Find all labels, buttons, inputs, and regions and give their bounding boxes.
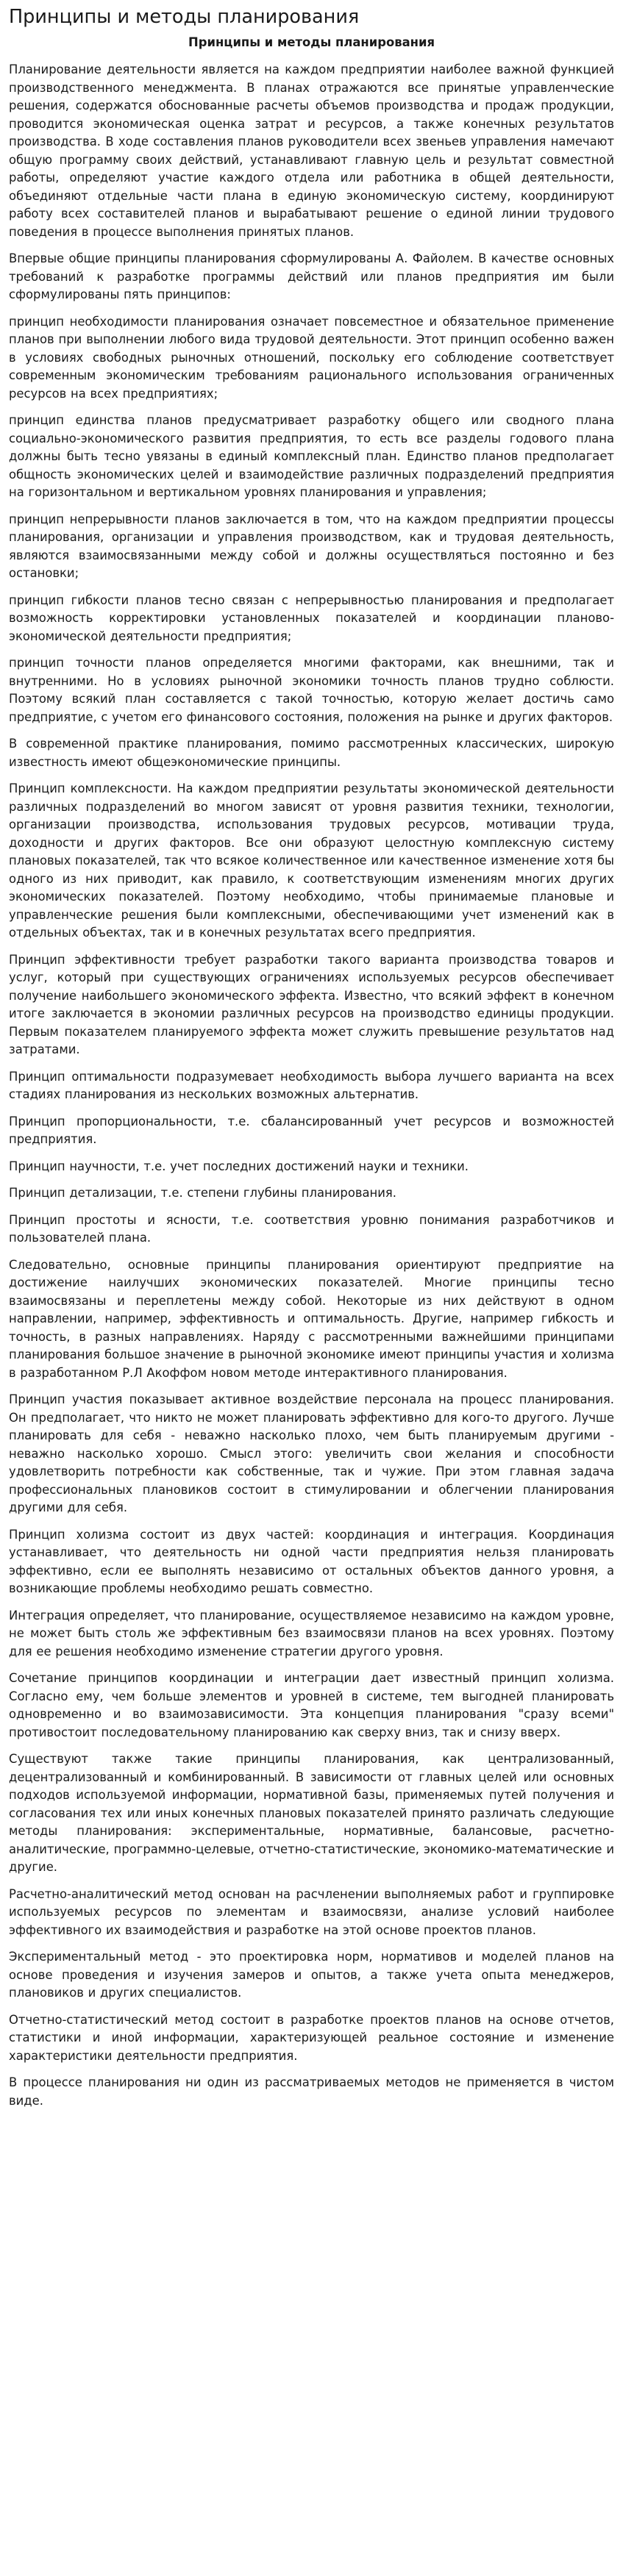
paragraph: Сочетание принципов координации и интеграции дает известный принцип холизма. Согласно ему, чем больше элементов и уровней в системе, тем выгодней планировать одновременно и во взаимозависимости. Эта концепция планирования "сразу всеми" противостоит последовательному планированию как сверху вниз, так и снизу вверх.: [9, 1671, 614, 1739]
paragraph: принцип непрерывности планов заключается в том, что на каждом предприятии процессы планирования, организации и управления производством, как и трудовая деятельность, являются взаимосвязанными между собой и должны осуществляться постоянно и без остановки;: [9, 512, 614, 580]
paragraph: В современной практике планирования, помимо рассмотренных классических, широкую известность имеют общеэкономические принципы.: [9, 737, 614, 769]
paragraph: Принцип эффективности требует разработки такого варианта производства товаров и услуг, который при существующих ограничениях используемых ресурсов обеспечивает получение наибольшего экономического эффекта. Известно, что всякий эффект в конечном итоге заключается в экономии различных ресурсов на производство единицы продукции. Первым показателем планируемого эффекта может служить превышение результатов над затратами.: [9, 952, 614, 1056]
paragraph: Следовательно, основные принципы планирования ориентируют предприятие на достижение наилучших экономических показателей. Многие принципы тесно взаимосвязаны и переплетены между собой. Некоторые из них действуют в одном направлении, например, эффективность и оптимальность. Другие, например гибкость и точность, в разных направлениях. Наряду с рассмотренными важнейшими принципами планирования большое значение в рыночной экономике имеют принципы участия и холизма в разработанном Р.Л Акоффом новом методе интерактивного планирования.: [9, 1257, 614, 1380]
paragraph: Принцип детализации, т.е. степени глубины планирования.: [9, 1186, 396, 1200]
paragraph: Принцип пропорциональности, т.е. сбалансированный учет ресурсов и возможностей предприятия.: [9, 1114, 614, 1146]
paragraph: Интеграция определяет, что планирование, осуществляемое независимо на каждом уровне, не может быть столь же эффективным без взаимосвязи планов на всех уровнях. Поэтому для ее решения необходимо изменение стратегии другого уровня.: [9, 1608, 614, 1659]
article-body: [9, 61, 614, 2110]
paragraph: В процессе планирования ни один из рассматриваемых методов не применяется в чистом виде.: [9, 2075, 614, 2108]
page-title: Принципы и методы планирования: [9, 6, 360, 28]
paragraph: Расчетно-аналитический метод основан на расчленении выполняемых работ и группировке используемых ресурсов по элементам и взаимосвязи, анализе условий наиболее эффективного их взаимодействия и разработке на этой основе проектов планов.: [9, 1886, 614, 1937]
paragraph: Отчетно-статистический метод состоит в разработке проектов планов на основе отчетов, статистики и иной информации, характеризующей реальное состояние и изменение характеристики деятельности предприятия.: [9, 2012, 614, 2063]
paragraph: принцип единства планов предусматривает разработку общего или сводного плана социально-экономического развития предприятия, то есть все разделы годового плана должны быть тесно увязаны в единый комплексный план. Единство планов предполагает общность экономических целей и взаимодействие различных подразделений предприятия на горизонтальном и вертикальном уровнях планирования и управления;: [9, 413, 614, 499]
paragraph: Принцип простоты и ясности, т.е. соответствия уровню понимания разработчиков и пользователей плана.: [9, 1212, 614, 1245]
paragraph: Существуют также такие принципы планирования, как централизованный, децентрализованный и комбинированный. В зависимости от главных целей или основных подходов используемой информации, нормативной базы, применяемых путей получения и согласования тех или иных конечных плановых показателей принято различать следующие методы планирования: экспериментальные, нормативные, балансовые, расчетно-аналитические, программно-целевые, отчетно-статистические, экономико-математические и другие.: [9, 1752, 614, 1874]
paragraph: принцип гибкости планов тесно связан с непрерывностью планирования и предполагает возможность корректировки установленных показателей и координации планово-экономической деятельности предприятия;: [9, 593, 614, 643]
paragraph: Принцип участия показывает активное воздействие персонала на процесс планирования. Он предполагает, что никто не может планировать эффективно для кого-то другого. Лучше планировать для себя - неважно насколько плохо, чем быть планируемым другими - неважно насколько хорошо. Смысл этого: увеличить свои желания и способности удовлетворить потребности как собственные, так и чужие. При этом главная задача профессиональных плановиков состоит в стимулировании и облегчении планирования другими для себя.: [9, 1392, 614, 1514]
paragraph: принцип точности планов определяется многими факторами, как внешними, так и внутренними. Но в условиях рыночной экономики точность планов трудно соблюсти. Поэтому всякий план составляется с такой точностью, которую желает достичь само предприятие, с учетом его финансового состояния, положения на рынке и других факторов.: [9, 656, 614, 724]
paragraph: Принцип холизма состоит из двух частей: координация и интеграция. Координация устанавливает, что деятельность ни одной части предприятия нельзя планировать эффективно, если ее выполнять независимо от остальных объектов данного уровня, а возникающие проблемы необходимо решать совместно.: [9, 1527, 614, 1595]
paragraph: Принцип научности, т.е. учет последних достижений науки и техники.: [9, 1159, 469, 1173]
paragraph: Планирование деятельности является на каждом предприятии наиболее важной функцией производственного менеджмента. В планах отражаются все принятые управленческие решения, содержатся обоснованные расчеты объемов производства и продаж продукции, проводится экономическая оценка затрат и ресурсов, а также конечных результатов производства. В ходе составления планов руководители всех звеньев управления намечают общую программу своих действий, устанавливают главную цель и результат совместной работы, определяют участие каждого отдела или работника в общей деятельности, объединяют отдельные части плана в единую экономическую систему, координируют работу всех составителей планов и вырабатывают решение о единой линии трудового поведения в процессе выполнения принятых планов.: [9, 62, 614, 239]
paragraph: Впервые общие принципы планирования сформулированы А. Файолем. В качестве основных требований к разработке программы действий или планов предприятия им были сформулированы пять принципов:: [9, 251, 614, 301]
article-subtitle: Принципы и методы планирования: [188, 35, 435, 49]
paragraph: Экспериментальный метод - это проектировка норм, нормативов и моделей планов на основе проведения и изучения замеров и опытов, а также учета опыта менеджеров, плановиков и других специалистов.: [9, 1950, 614, 2000]
paragraph: Принцип комплексности. На каждом предприятии результаты экономической деятельности различных подразделений во многом зависят от уровня развития техники, технологии, организации производства, использования трудовых ресурсов, мотивации труда, доходности и других факторов. Все они образуют целостную комплексную систему плановых показателей, так что всякое количественное или качественное изменение хотя бы одного из них приводит, как правило, к соответствующим изменениям многих других экономических показателей. Поэтому необходимо, чтобы принимаемые плановые и управленческие решения были комплексными, обеспечивающими учет изменений как в отдельных объектах, так и в конечных результатах всего предприятия.: [9, 781, 614, 940]
paragraph: принцип необходимости планирования означает повсеместное и обязательное применение планов при выполнении любого вида трудовой деятельности. Этот принцип особенно важен в условиях свободных рыночных отношений, поскольку его соблюдение соответствует современным экономическим требованиям рационального использования ограниченных ресурсов на всех предприятиях;: [9, 314, 614, 401]
paragraph: Принцип оптимальности подразумевает необходимость выбора лучшего варианта на всех стадиях планирования из нескольких возможных альтернатив.: [9, 1069, 614, 1101]
